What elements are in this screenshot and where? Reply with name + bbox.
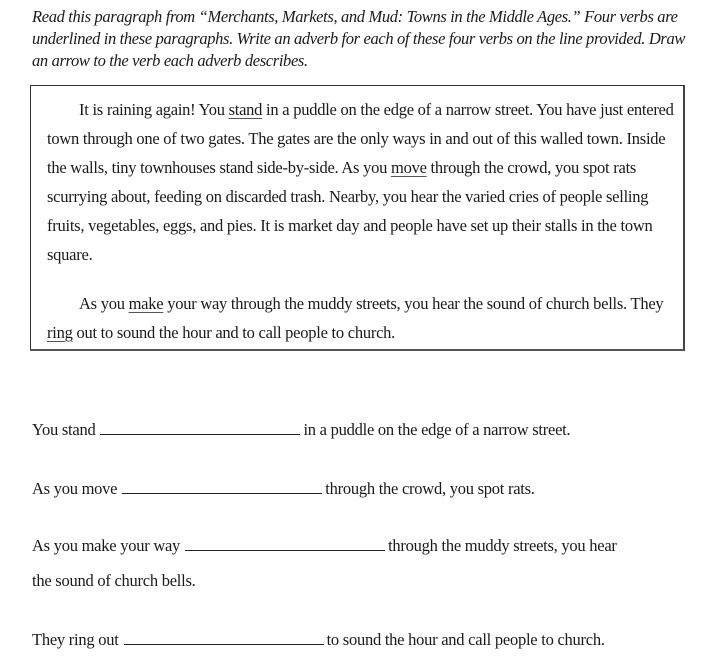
- question-4: [32, 628, 605, 651]
- text: It is raining again! You: [79, 100, 229, 119]
- question-3-continuation: the sound of church bells.: [32, 571, 196, 590]
- underlined-verb-make: make: [128, 294, 164, 313]
- question-suffix: in a puddle on the edge of a narrow street.: [303, 420, 571, 439]
- question-suffix: through the crowd, you spot rats.: [325, 479, 535, 498]
- answer-blank-2[interactable]: [122, 477, 322, 494]
- passage-paragraph-1: [47, 95, 675, 269]
- text: out to sound the hour and to call people to church.: [72, 323, 396, 342]
- question-prefix: You stand: [32, 420, 96, 439]
- question-1: [32, 418, 570, 441]
- question-suffix: to sound the hour and call people to church.: [326, 630, 605, 649]
- passage-box: [30, 85, 685, 351]
- question-prefix: As you move: [32, 479, 118, 498]
- text: your way through the muddy streets, you hear the sound of church bells. They: [163, 294, 664, 313]
- question-prefix: They ring out: [32, 630, 119, 649]
- text: As you: [79, 294, 129, 313]
- text: in a puddle on the edge of a narrow street. You have just entered town through one of two gates. The gates are the only ways in and out of this walled town. Inside the walls, tiny townhouses stand side-by-side. As you: [47, 100, 674, 177]
- answer-blank-1[interactable]: [100, 418, 300, 435]
- question-2: [32, 477, 535, 500]
- instructions: Read this paragraph from “Merchants, Markets, and Mud: Towns in the Middle Ages.” Four verbs are underlined in these paragraphs. Write an adverb for each of these four verbs on the line provided. Draw an arrow to the verb each adverb describes.: [32, 7, 686, 70]
- passage-paragraph-2: [47, 289, 675, 347]
- answer-blank-4[interactable]: [124, 628, 324, 645]
- question-3: [32, 534, 617, 557]
- underlined-verb-ring: ring: [47, 323, 73, 342]
- answer-blank-3[interactable]: [185, 534, 385, 551]
- question-suffix: through the muddy streets, you hear: [388, 536, 617, 555]
- underlined-verb-move: move: [390, 158, 427, 177]
- text: through the crowd, you spot rats scurrying about, feeding on discarded trash. Nearby, you hear the varied cries of people selling fruits, vegetables, eggs, and pies. It is market day and people have set up their stalls in the town square.: [47, 158, 653, 264]
- question-prefix: As you make your way: [32, 536, 181, 555]
- underlined-verb-stand: stand: [228, 100, 263, 119]
